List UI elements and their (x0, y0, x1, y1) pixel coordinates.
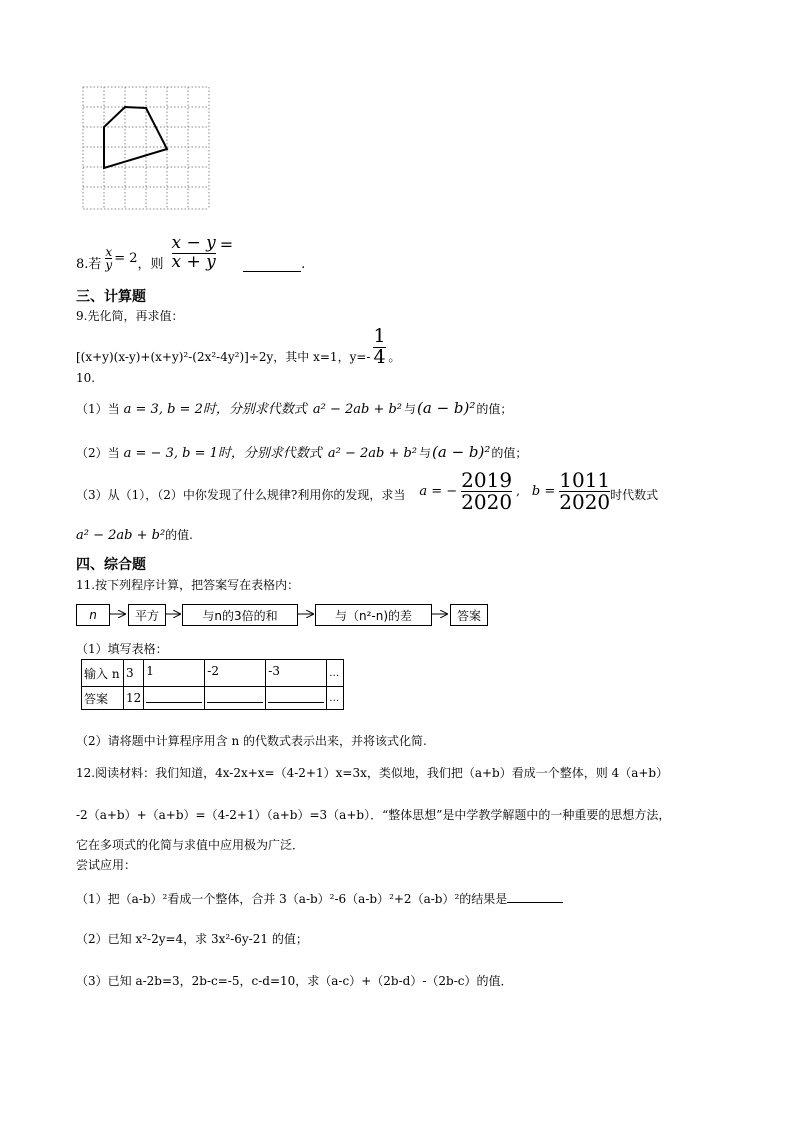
flow-step-square: 平方 (128, 604, 166, 626)
table-cell: … (327, 687, 344, 710)
q8-expression-fraction: $\frac{x - y}{x + y}$ (171, 233, 216, 273)
q10-part-3 (76, 467, 659, 514)
q12-p1-answer-blank[interactable] (507, 902, 563, 903)
q10-p3-tail: 时代数式 (610, 487, 659, 502)
q10-p3-expression: a² − 2ab + b² (76, 528, 166, 543)
grid-figure (82, 86, 214, 212)
question-8 (76, 226, 305, 274)
q9-end: 。 (388, 350, 401, 364)
table-cell: 答案 (82, 687, 124, 710)
grid-lines (83, 87, 209, 209)
q8-label: 8.若 (76, 257, 102, 272)
q10-p2-expression: a² − 2ab + b² (327, 446, 418, 461)
q10-part-3-line-2 (76, 526, 193, 543)
answer-blank-cell[interactable] (144, 687, 205, 710)
table-row (82, 660, 344, 687)
q12-line-3: 它在多项式的化简与求值中应用极为广泛． (76, 838, 305, 852)
q10-p1-expression2: (a − b)² (417, 399, 476, 417)
table-cell: -2 (205, 660, 266, 687)
q10-p3-end: 的值. (165, 528, 193, 542)
q12-line-2: -2（a+b）+（a+b）=（4-2+1）（a+b）=3（a+b）．“整体思想”是中学教学解题中的一种重要的思想方法， (76, 808, 671, 822)
q10-p2-prefix: （2）当 (76, 446, 120, 460)
flow-step-difference: 与（n²-n)的差 (315, 604, 432, 626)
table-cell: 12 (124, 687, 144, 710)
q11-intro: 11.按下列程序计算，把答案写在表格内： (76, 578, 300, 592)
polygon-shape (104, 107, 167, 168)
table-cell: 输入 n (82, 660, 124, 687)
table-cell: 1 (144, 660, 205, 687)
q10-p3-a: a = − (419, 483, 458, 499)
q8-equals: = (219, 235, 234, 254)
q10-label: 10. (76, 371, 96, 385)
q10-p3-b: b = (531, 483, 556, 499)
q12-part-2: （2）已知 x²-2y=4，求 3x²-6y-21 的值； (76, 932, 308, 946)
answer-blank[interactable] (146, 690, 202, 703)
question-9 (76, 326, 401, 368)
q10-p3-b-fraction: $\frac{1011}{2020}$ (559, 467, 611, 514)
section-3-title: 三、计算题 (76, 289, 146, 305)
q8-condition-rhs: = 2 (114, 251, 138, 266)
q8-condition-fraction: $\frac{x}{y}$ (105, 244, 113, 273)
table-cell: 3 (124, 660, 144, 687)
q10-p1-values: a = 3, b = 2时，分别求代数式 (123, 402, 307, 417)
q10-p2-values: a = − 3, b = 1时，分别求代数式 (123, 446, 322, 461)
q11-table (81, 659, 344, 710)
q10-p2-end: 的值； (491, 446, 528, 460)
q11-part-1: （1）填写表格： (76, 642, 168, 656)
q12-part-3: （3）已知 a-2b=3，2b-c=-5，c-d=10，求（a-c）+（2b-d）-（2b-c）的值． (76, 974, 513, 988)
section-4-title: 四、综合题 (76, 557, 146, 573)
q12-p1-text: （1）把（a-b）²看成一个整体，合并 3（a-b）²-6（a-b）²+2（a-b）²的结果是 (76, 892, 508, 906)
flow-step-answer: 答案 (450, 604, 488, 626)
q9-intro: 9.先化简，再求值： (76, 309, 184, 323)
table-row (82, 687, 344, 710)
q9-expression: [(x+y)(x-y)+(x+y)²-(2x²-4y²)]÷2y，其中 x=1，y=- (76, 350, 371, 364)
q9-fraction: $\frac{1}{4}$ (373, 325, 386, 369)
q8-end: . (301, 257, 306, 272)
table-cell: … (327, 660, 344, 687)
q10-p1-expression: a² − 2ab + b² (312, 402, 402, 417)
answer-blank-cell[interactable] (205, 687, 266, 710)
q10-p2-with: 与 (419, 446, 432, 460)
q10-p1-with: 与 (404, 402, 417, 416)
q12-part-1 (76, 890, 563, 907)
q8-then: ，则 (137, 257, 164, 272)
answer-blank[interactable] (268, 690, 324, 703)
q12-line-4: 尝试应用： (76, 858, 137, 872)
answer-blank[interactable] (207, 690, 263, 703)
q12-line-1: 12.阅读材料：我们知道，4x-2x+x=（4-2+1）x=3x，类似地，我们把（a+b）看成一个整体，则 4（a+b） (76, 766, 669, 780)
q10-part-2 (76, 442, 527, 461)
q10-p3-comma: , (516, 484, 520, 498)
table-cell: -3 (266, 660, 327, 687)
q10-part-1 (76, 398, 512, 417)
q11-part-2: （2）请将题中计算程序用含 n 的代数式表示出来，并将该式化简. (76, 734, 427, 748)
answer-blank-cell[interactable] (266, 687, 327, 710)
q10-p3-text: （3）从（1），（2）中你发现了什么规律?利用你的发现，求当 (76, 487, 406, 502)
q10-p1-end: 的值； (476, 402, 513, 416)
flow-step-n: n (76, 604, 110, 626)
q8-answer-blank[interactable] (243, 271, 301, 272)
q10-p1-prefix: （1）当 (76, 402, 120, 416)
q10-p3-a-fraction: $\frac{2019}{2020}$ (461, 467, 513, 514)
q10-p2-expression2: (a − b)² (432, 443, 491, 461)
flow-step-sum: 与n的3倍的和 (182, 604, 298, 626)
